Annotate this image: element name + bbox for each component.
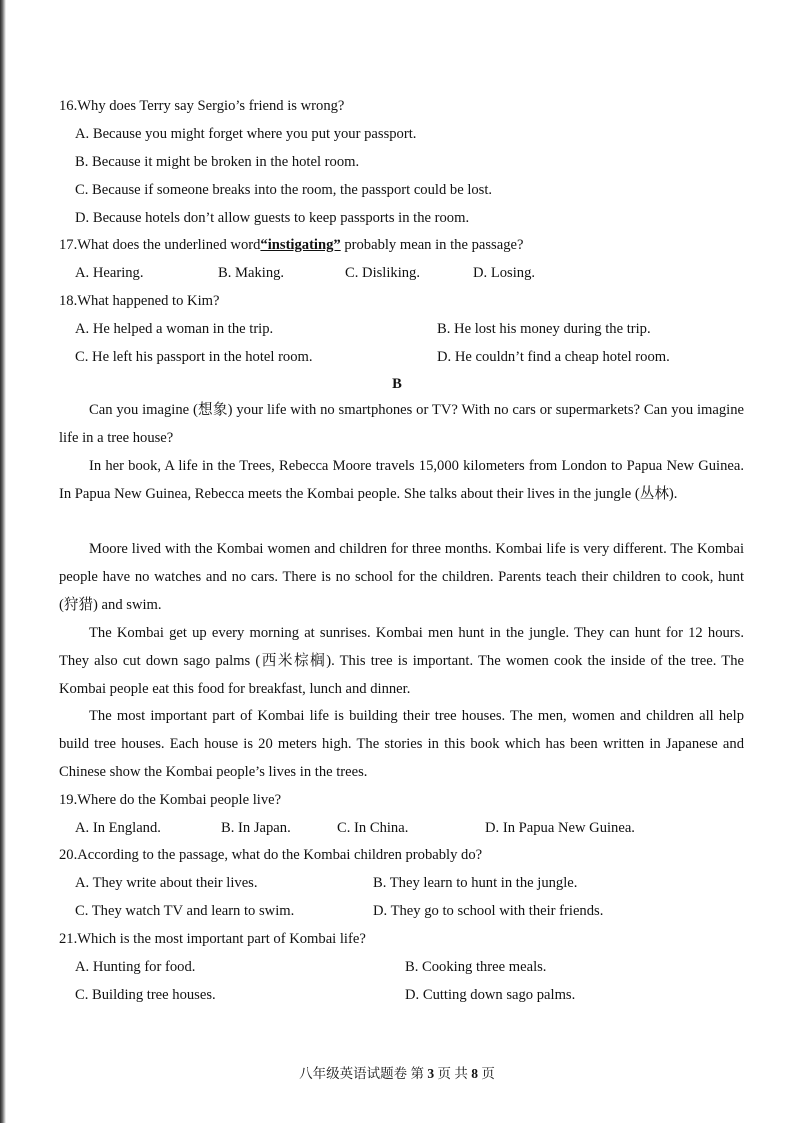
question-19-option-a: A. In England. bbox=[75, 820, 161, 836]
footer-prefix: 八年级英语试题卷 第 bbox=[299, 1066, 428, 1081]
question-16-option-b: B. Because it might be broken in the hotel room. bbox=[75, 154, 360, 170]
question-16-stem: 16.Why does Terry say Sergio’s friend is wrong? bbox=[59, 98, 345, 114]
question-18-option-d: D. He couldn’t find a cheap hotel room. bbox=[437, 349, 670, 365]
question-19-option-d: D. In Papua New Guinea. bbox=[485, 820, 635, 836]
passage-paragraph-2: In her book, A life in the Trees, Rebecca Moore travels 15,000 kilometers from London to Papua New Guinea. In Papua New Guinea, Rebecca meets the Kombai people. She talks about their lives in the jungle (丛林). bbox=[59, 458, 744, 502]
question-17-stem-pre: 17.What does the underlined word bbox=[59, 237, 261, 253]
question-20-option-d: D. They go to school with their friends. bbox=[373, 903, 604, 919]
question-20-option-c: C. They watch TV and learn to swim. bbox=[75, 903, 295, 919]
question-21-stem: 21.Which is the most important part of Kombai life? bbox=[59, 931, 366, 947]
question-16-option-c: C. Because if someone breaks into the room, the passport could be lost. bbox=[75, 182, 493, 198]
question-16-option-a: A. Because you might forget where you put your passport. bbox=[75, 126, 417, 142]
question-17-option-b: B. Making. bbox=[218, 265, 285, 281]
section-b-heading: B bbox=[392, 376, 402, 392]
question-17-option-d: D. Losing. bbox=[473, 265, 536, 281]
footer-middle: 页 共 bbox=[434, 1066, 472, 1081]
footer-page-number: 3 bbox=[427, 1066, 435, 1081]
question-19-stem: 19.Where do the Kombai people live? bbox=[59, 792, 282, 808]
question-20-option-b: B. They learn to hunt in the jungle. bbox=[373, 875, 578, 891]
passage-paragraph-4: The Kombai get up every morning at sunrises. Kombai men hunt in the jungle. They can hunt for 12 hours. They also cut down sago palms (西米棕榈). This tree is important. The women cook the inside of the tree. The Kombai people eat this food for breakfast, lunch and dinner. bbox=[59, 625, 744, 697]
question-18-stem: 18.What happened to Kim? bbox=[59, 293, 220, 309]
question-21-option-d: D. Cutting down sago palms. bbox=[405, 987, 576, 1003]
passage-paragraph-1: Can you imagine (想象) your life with no smartphones or TV? With no cars or supermarkets? Can you imagine life in a tree house? bbox=[59, 402, 744, 446]
question-18-option-b: B. He lost his money during the trip. bbox=[437, 321, 651, 337]
question-20-stem: 20.According to the passage, what do the Kombai children probably do? bbox=[59, 847, 483, 863]
question-18-option-a: A. He helped a woman in the trip. bbox=[75, 321, 274, 337]
page-footer bbox=[0, 1062, 794, 1082]
question-17-option-a: A. Hearing. bbox=[75, 265, 144, 281]
question-17-option-c: C. Disliking. bbox=[345, 265, 421, 281]
question-17-stem-post: probably mean in the passage? bbox=[340, 237, 524, 253]
footer-suffix: 页 bbox=[478, 1066, 495, 1081]
question-18-option-c: C. He left his passport in the hotel room. bbox=[75, 349, 313, 365]
question-19-option-b: B. In Japan. bbox=[221, 820, 291, 836]
passage-paragraph-3: Moore lived with the Kombai women and children for three months. Kombai life is very different. The Kombai people have no watches and no cars. There is no school for the children. Parents teach their children to cook, hunt (狩猎) and swim. bbox=[59, 541, 744, 613]
question-16-option-d: D. Because hotels don’t allow guests to keep passports in the room. bbox=[75, 210, 470, 226]
footer-total-pages: 8 bbox=[471, 1066, 478, 1081]
question-21-option-c: C. Building tree houses. bbox=[75, 987, 216, 1003]
question-20-option-a: A. They write about their lives. bbox=[75, 875, 258, 891]
question-21-option-b: B. Cooking three meals. bbox=[405, 959, 547, 975]
question-17-stem bbox=[59, 237, 523, 254]
passage-paragraph-5: The most important part of Kombai life is building their tree houses. The men, women and children all help build tree houses. Each house is 20 meters high. The stories in this book which has been written in Japanese and Chinese show the Kombai people’s lives in the trees. bbox=[59, 708, 744, 780]
question-17-underlined-word: “instigating” bbox=[260, 237, 341, 253]
question-21-option-a: A. Hunting for food. bbox=[75, 959, 196, 975]
question-19-option-c: C. In China. bbox=[337, 820, 409, 836]
